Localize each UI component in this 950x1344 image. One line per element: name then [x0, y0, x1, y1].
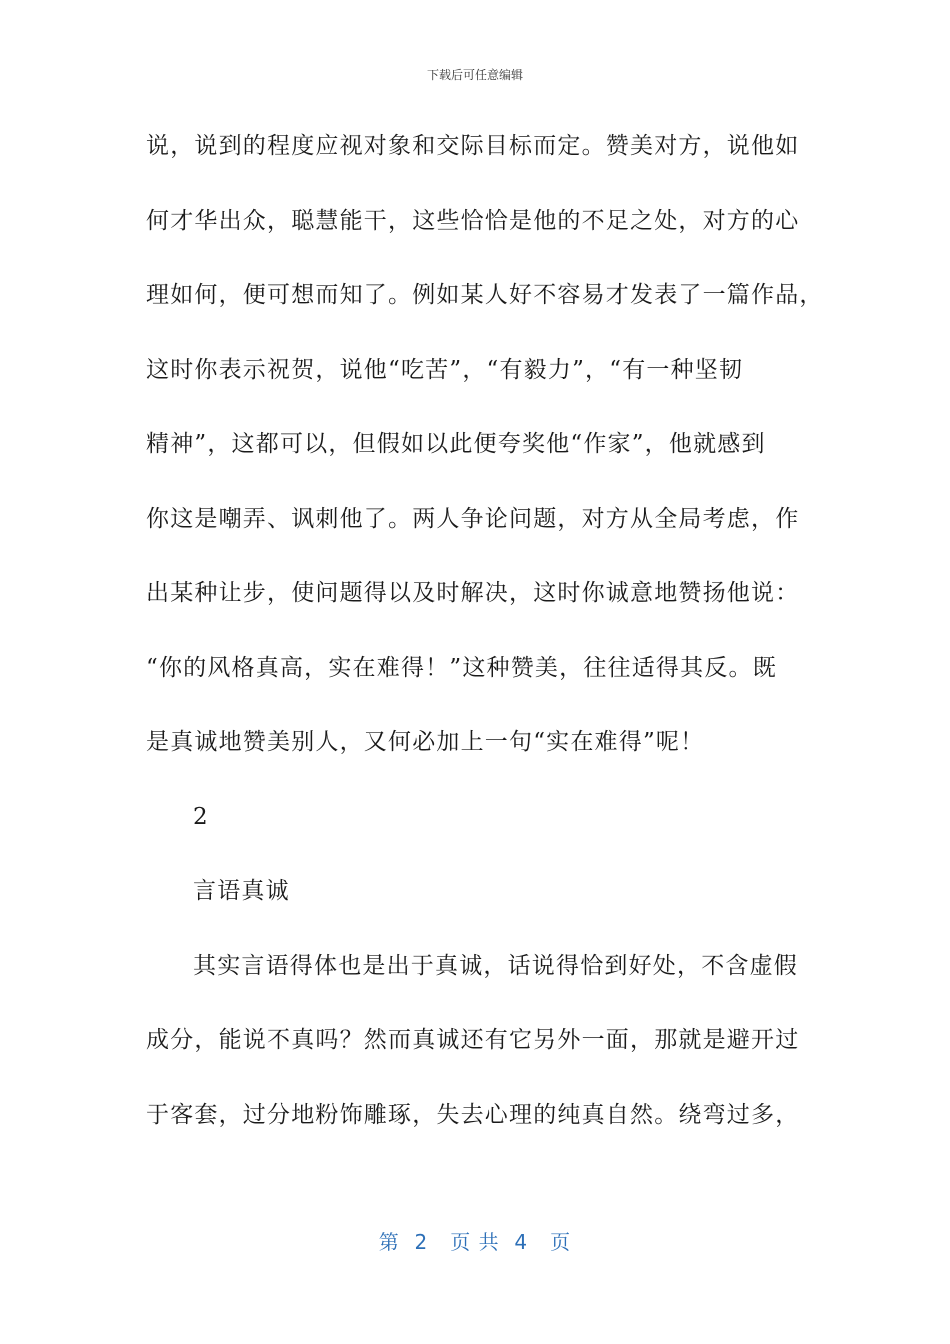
paragraph-line: 出某种让步，使问题得以及时解决，这时你诚意地赞扬他说： [146, 580, 800, 606]
paragraph-line: 精神”，这都可以，但假如以此便夸奖他“作家”，他就感到 [146, 431, 766, 457]
paragraph-line: “你的风格真高，实在难得！”这种赞美，往往适得其反。既 [146, 654, 777, 681]
paragraph-line: 理如何，便可想而知了。例如某人好不容易才发表了一篇作品， [146, 282, 824, 308]
paragraph-line: 这时你表示祝贺，说他“吃苦”，“有毅力”，“有一种坚韧 [146, 356, 744, 383]
section-number: 2 [193, 803, 209, 830]
paragraph-line: 说，说到的程度应视对象和交际目标而定。赞美对方，说他如 [146, 133, 800, 159]
paragraph-line: 于客套，过分地粉饰雕琢，失去心理的纯真自然。绕弯过多， [146, 1101, 800, 1128]
paragraph-line: 其实言语得体也是出于真诚，话说得恰到好处，不含虚假 [193, 952, 798, 979]
document-body [146, 124, 824, 1167]
paragraph-line: 你这是嘲弄、讽刺他了。两人争论问题，对方从全局考虑，作 [146, 505, 800, 532]
section-title: 言语真诚 [193, 878, 290, 904]
page-footer: 第 2 页 共 4 页 [378, 1230, 572, 1254]
paragraph-line: 何才华出众，聪慧能干，这些恰恰是他的不足之处，对方的心 [146, 207, 800, 234]
paragraph-line: 成分，能说不真吗？然而真诚还有它另外一面，那就是避开过 [146, 1027, 800, 1053]
header-note: 下载后可任意编辑 [426, 68, 523, 82]
paragraph-line: 是真诚地赞美别人，又何必加上一句“实在难得”呢！ [146, 729, 705, 755]
